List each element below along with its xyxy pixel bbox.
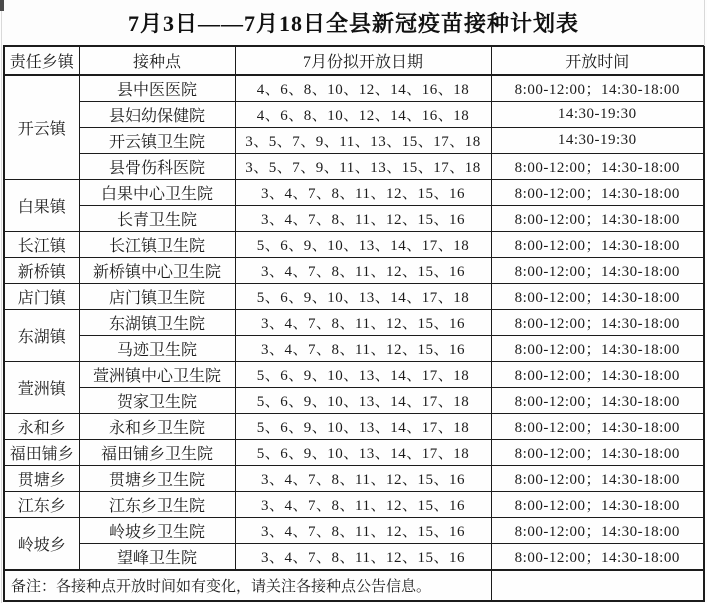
dates-cell: 3、4、7、8、11、12、15、16: [235, 258, 491, 284]
site-cell: 新桥镇中心卫生院: [79, 258, 235, 284]
dates-cell: 3、5、7、9、11、13、15、17、18: [235, 154, 491, 180]
site-cell: 福田铺乡卫生院: [79, 440, 235, 466]
dates-cell: 5、6、9、10、13、14、17、18: [235, 388, 491, 414]
time-cell: 8:00-12:00；14:30-18:00: [491, 414, 704, 440]
site-cell: 县中医医院: [79, 75, 235, 102]
township-cell: 新桥镇: [4, 258, 79, 284]
table-row: [4, 258, 704, 284]
site-cell: 开云镇卫生院: [79, 128, 235, 154]
township-cell: 长江镇: [4, 232, 79, 258]
table-row: [4, 232, 704, 258]
time-cell: 8:00-12:00；14:30-18:00: [491, 154, 704, 180]
dates-cell: 5、6、9、10、13、14、17、18: [235, 284, 491, 310]
time-cell: 8:00-12:00；14:30-18:00: [491, 206, 704, 232]
table-row: [4, 544, 704, 571]
site-cell: 长青卫生院: [79, 206, 235, 232]
footnote: 备注：各接种点开放时间如有变化，请关注各接种点公告信息。: [4, 570, 491, 601]
dates-cell: 5、6、9、10、13、14、17、18: [235, 440, 491, 466]
vaccination-schedule-table: [3, 45, 705, 602]
dates-cell: 3、4、7、8、11、12、15、16: [235, 544, 491, 571]
time-cell: 8:00-12:00；14:30-18:00: [491, 180, 704, 206]
dates-cell: 3、4、7、8、11、12、15、16: [235, 518, 491, 544]
table-row: [4, 362, 704, 388]
site-cell: 店门镇卫生院: [79, 284, 235, 310]
table-row: [4, 518, 704, 544]
township-cell: 萱洲镇: [4, 362, 79, 414]
township-cell: 白果镇: [4, 180, 79, 232]
time-cell: 8:00-12:00；14:30-18:00: [491, 518, 704, 544]
table-row: [4, 466, 704, 492]
township-cell: 店门镇: [4, 284, 79, 310]
dates-cell: 3、4、7、8、11、12、15、16: [235, 336, 491, 362]
dates-cell: 5、6、9、10、13、14、17、18: [235, 232, 491, 258]
site-cell: 县骨伤科医院: [79, 154, 235, 180]
dates-cell: 5、6、9、10、13、14、17、18: [235, 362, 491, 388]
township-cell: 福田铺乡: [4, 440, 79, 466]
time-cell: 8:00-12:00；14:30-18:00: [491, 284, 704, 310]
table-row: [4, 310, 704, 336]
site-cell: 岭坡乡卫生院: [79, 518, 235, 544]
site-cell: 贯塘乡卫生院: [79, 466, 235, 492]
township-cell: 江东乡: [4, 492, 79, 518]
time-cell: 8:00-12:00；14:30-18:00: [491, 310, 704, 336]
table-row: [4, 388, 704, 414]
corner-border-artifact: [0, 0, 4, 11]
township-cell: 开云镇: [4, 75, 79, 180]
site-cell: 望峰卫生院: [79, 544, 235, 571]
column-header-site: 接种点: [79, 46, 235, 75]
time-cell: 8:00-12:00；14:30-18:00: [491, 466, 704, 492]
dates-cell: 4、6、8、10、12、14、16、18: [235, 102, 491, 128]
time-cell: 8:00-12:00；14:30-18:00: [491, 492, 704, 518]
dates-cell: 3、4、7、8、11、12、15、16: [235, 492, 491, 518]
spreadsheet-gridline-artifact-right: [704, 0, 705, 46]
table-row: [4, 75, 704, 102]
dates-cell: 3、4、7、8、11、12、15、16: [235, 206, 491, 232]
site-cell: 白果中心卫生院: [79, 180, 235, 206]
site-cell: 江东乡卫生院: [79, 492, 235, 518]
table-row: [4, 440, 704, 466]
table-row: [4, 336, 704, 362]
time-cell: 8:00-12:00；14:30-18:00: [491, 75, 704, 102]
time-cell: 14:30-19:30: [491, 102, 704, 128]
site-cell: 县妇幼保健院: [79, 102, 235, 128]
township-cell: 岭坡乡: [4, 518, 79, 571]
footnote-row: [4, 570, 704, 601]
time-cell: 8:00-12:00；14:30-18:00: [491, 388, 704, 414]
time-cell: 8:00-12:00；14:30-18:00: [491, 440, 704, 466]
dates-cell: 3、4、7、8、11、12、15、16: [235, 310, 491, 336]
footnote-empty-cell: [491, 570, 704, 601]
table-row: [4, 284, 704, 310]
header-row: [4, 46, 704, 75]
table-row: [4, 154, 704, 180]
dates-cell: 3、4、7、8、11、12、15、16: [235, 180, 491, 206]
page-title: 7月3日——7月18日全县新冠疫苗接种计划表: [127, 11, 579, 36]
dates-cell: 3、5、7、9、11、13、15、17、18: [235, 128, 491, 154]
township-cell: 永和乡: [4, 414, 79, 440]
column-header-township: 责任乡镇: [4, 46, 79, 75]
column-header-dates: 7月份拟开放日期: [235, 46, 491, 75]
time-cell: 8:00-12:00；14:30-18:00: [491, 258, 704, 284]
time-cell: 8:00-12:00；14:30-18:00: [491, 336, 704, 362]
table-row: [4, 102, 704, 128]
column-header-time: 开放时间: [491, 46, 704, 75]
table-row: [4, 206, 704, 232]
dates-cell: 5、6、9、10、13、14、17、18: [235, 414, 491, 440]
table-row: [4, 128, 704, 154]
site-cell: 东湖镇卫生院: [79, 310, 235, 336]
site-cell: 萱洲镇中心卫生院: [79, 362, 235, 388]
dates-cell: 3、4、7、8、11、12、15、16: [235, 466, 491, 492]
time-cell: 8:00-12:00；14:30-18:00: [491, 544, 704, 571]
township-cell: 东湖镇: [4, 310, 79, 362]
time-cell: 14:30-19:30: [491, 128, 704, 154]
site-cell: 贺家卫生院: [79, 388, 235, 414]
time-cell: 8:00-12:00；14:30-18:00: [491, 362, 704, 388]
site-cell: 永和乡卫生院: [79, 414, 235, 440]
dates-cell: 4、6、8、10、12、14、16、18: [235, 75, 491, 102]
township-cell: 贯塘乡: [4, 466, 79, 492]
table-row: [4, 492, 704, 518]
spreadsheet-gridline-artifact: [1, 0, 2, 603]
table-row: [4, 180, 704, 206]
time-cell: 8:00-12:00；14:30-18:00: [491, 232, 704, 258]
site-cell: 马迹卫生院: [79, 336, 235, 362]
site-cell: 长江镇卫生院: [79, 232, 235, 258]
table-row: [4, 414, 704, 440]
